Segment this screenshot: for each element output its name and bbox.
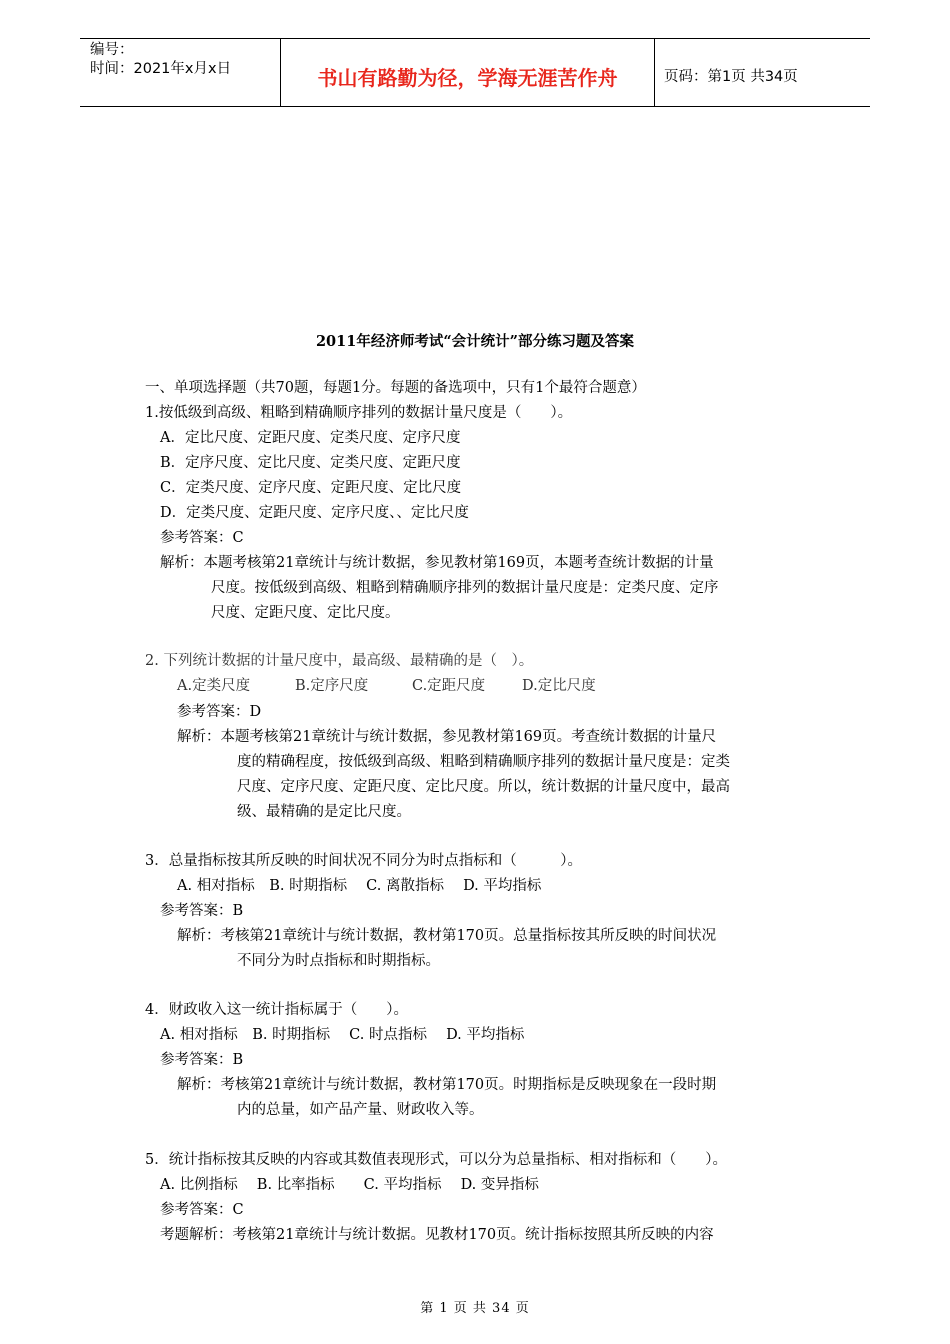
q2-explanation-line: 度的精确程度，按低级到高级、粗略到精确顺序排列的数据计量尺度是：定类 <box>237 754 730 770</box>
q1-option-d: D．定类尺度、定距尺度、定序尺度、、定比尺度 <box>160 505 469 521</box>
q4-explanation-line: 内的总量，如产品产量、财政收入等。 <box>237 1102 484 1118</box>
q4-stem: 4．财政收入这一统计指标属于（ ）。 <box>145 1002 408 1018</box>
q3-options: A. 相对指标 B. 时期指标 C. 离散指标 D. 平均指标 <box>177 878 542 894</box>
section-heading: 一、单项选择题（共70题，每题1分。每题的备选项中，只有1个最符合题意） <box>145 380 646 396</box>
q5-answer: 参考答案：C <box>160 1202 244 1218</box>
q1-option-c: C．定类尺度、定序尺度、定距尺度、定比尺度 <box>160 480 462 496</box>
q5-stem: 5．统计指标按其反映的内容或其数值表现形式，可以分为总量指标、相对指标和（ ）。 <box>145 1152 727 1168</box>
q1-stem: 1.按低级到高级、粗略到精确顺序排列的数据计量尺度是（ ）。 <box>145 405 573 421</box>
q1-explanation-line: 尺度。按低级到高级、粗略到精确顺序排列的数据计量尺度是：定类尺度、定序 <box>211 580 719 596</box>
q5-options: A. 比例指标 B. 比率指标 C. 平均指标 D. 变异指标 <box>160 1177 539 1193</box>
q2-option-c: C.定距尺度 <box>412 678 486 694</box>
q3-answer: 参考答案：B <box>160 903 244 919</box>
q1-option-a: A．定比尺度、定距尺度、定类尺度、定序尺度 <box>160 430 461 446</box>
q1-answer: 参考答案：C <box>160 530 244 546</box>
header-motto-cell <box>280 39 655 106</box>
q2-stem: 2. 下列统计数据的计量尺度中，最高级、最精确的是（ ）。 <box>145 653 534 669</box>
q3-stem: 3．总量指标按其所反映的时间状况不同分为时点指标和（ ）。 <box>145 853 582 869</box>
q4-explanation-line: 解析：考核第21章统计与统计数据，教材第170页。时期指标是反映现象在一段时期 <box>177 1077 717 1093</box>
q5-explanation-line: 考题解析：考核第21章统计与统计数据。见教材170页。统计指标按照其所反映的内容 <box>160 1227 714 1243</box>
q2-explanation-line: 级、最精确的是定比尺度。 <box>237 804 411 820</box>
motto: 书山有路勤为径，学海无涯苦作舟 <box>317 66 618 90</box>
q2-answer: 参考答案：D <box>177 704 262 720</box>
header-left-cell <box>80 39 280 106</box>
date-label: 时间：2021年x月x日 <box>90 61 232 77</box>
q2-explanation-line: 尺度、定序尺度、定距尺度、定比尺度。所以，统计数据的计量尺度中，最高 <box>237 779 730 795</box>
page-info: 页码：第1页 共34页 <box>664 69 798 85</box>
header-right-cell <box>654 39 870 106</box>
q1-explanation-line: 解析：本题考核第21章统计与统计数据，参见教材第169页，本题考查统计数据的计量 <box>160 555 714 571</box>
document-title: 2011年经济师考试“会计统计”部分练习题及答案 <box>315 333 635 350</box>
q1-explanation-line: 尺度、定距尺度、定比尺度。 <box>211 605 400 621</box>
page-footer: 第 1 页 共 34 页 <box>420 1301 530 1316</box>
page-header <box>80 38 870 107</box>
serial-label: 编号： <box>90 42 134 58</box>
q2-option-d: D.定比尺度 <box>522 678 596 694</box>
q3-explanation-line: 解析：考核第21章统计与统计数据，教材第170页。总量指标按其所反映的时间状况 <box>177 928 717 944</box>
q4-options: A. 相对指标 B. 时期指标 C. 时点指标 D. 平均指标 <box>160 1027 525 1043</box>
q2-explanation-line: 解析：本题考核第21章统计与统计数据，参见教材第169页。考查统计数据的计量尺 <box>177 729 717 745</box>
q4-answer: 参考答案：B <box>160 1052 244 1068</box>
q2-option-b: B.定序尺度 <box>295 678 369 694</box>
q3-explanation-line: 不同分为时点指标和时期指标。 <box>237 953 440 969</box>
q2-option-a: A.定类尺度 <box>177 678 251 694</box>
q1-option-b: B．定序尺度、定比尺度、定类尺度、定距尺度 <box>160 455 461 471</box>
